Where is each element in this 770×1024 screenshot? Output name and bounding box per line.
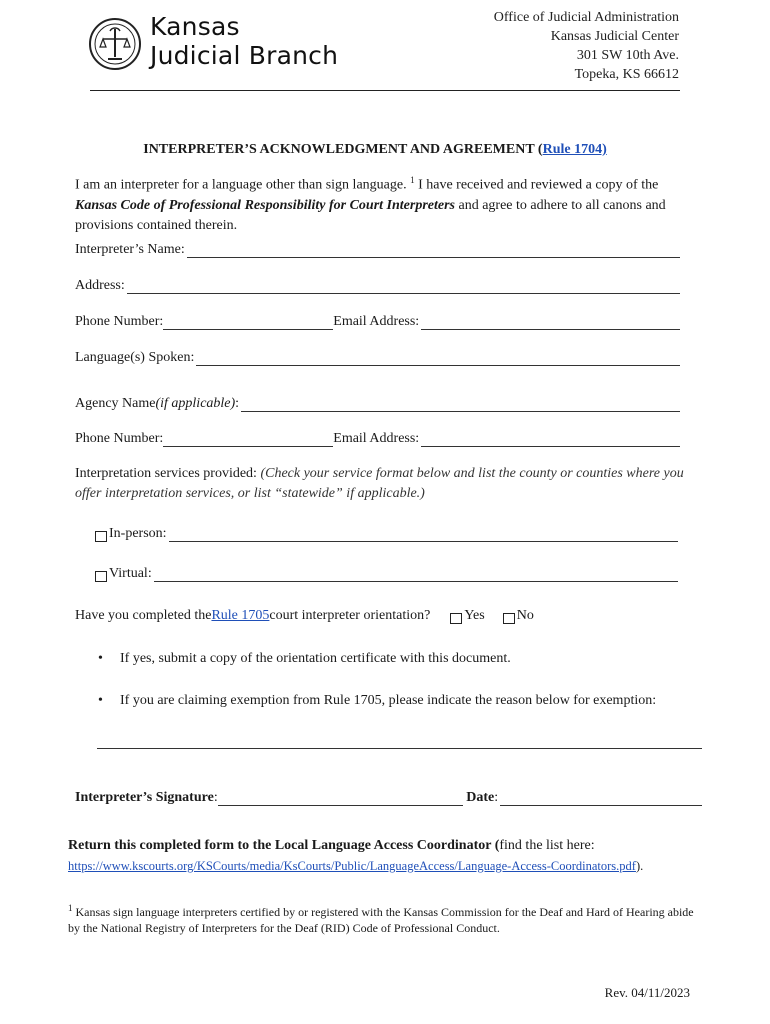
brand-name (150, 12, 338, 70)
email-label: Email Address: (333, 314, 420, 329)
interpreter-name-field[interactable] (187, 244, 680, 258)
intro-text-2: I have received and reviewed a copy of the (414, 177, 659, 193)
rule-1705-link[interactable]: Rule 1705 (211, 608, 270, 623)
signature-field[interactable] (218, 792, 463, 806)
in-person-field[interactable] (169, 528, 678, 542)
interpreter-name-row (75, 242, 680, 258)
bullet-item-2 (98, 693, 656, 709)
form-title (0, 142, 750, 158)
footnote-ref: 1 (410, 175, 415, 185)
office-address (494, 8, 679, 84)
languages-label: Language(s) Spoken: (75, 350, 195, 365)
code-title: Kansas Code of Professional Responsibility for Court Interpreters (75, 197, 455, 213)
email-label: Email Address: (333, 431, 420, 446)
phone-email-row-1 (75, 314, 680, 330)
form-title-text: INTERPRETER’S ACKNOWLEDGMENT AND AGREEMENT ( (143, 142, 543, 157)
bullet-icon: • (98, 693, 103, 708)
email-field[interactable] (421, 316, 680, 330)
agency-row (75, 396, 680, 412)
phone-label: Phone Number: (75, 431, 164, 446)
interpreter-name-label: Interpreter’s Name: (75, 242, 185, 257)
languages-row (75, 350, 680, 366)
agency-phone-field[interactable] (163, 433, 333, 447)
address-row (75, 278, 680, 294)
orientation-row (75, 608, 695, 624)
address-label: Address: (75, 278, 125, 293)
agency-field[interactable] (241, 398, 680, 412)
office-line: Kansas Judicial Center (550, 29, 679, 44)
orientation-question-1: Have you completed the (75, 608, 212, 623)
in-person-row (95, 526, 678, 542)
footnote-number: 1 (68, 903, 73, 913)
virtual-label: Virtual: (109, 566, 152, 581)
signature-row: Interpreter’s Signature : Date : (75, 790, 702, 806)
services-instructions: (Check your service format below and list the county or counties where you offer interpretation services, or list “statewide” if applicable.) (75, 466, 684, 501)
agency-label: Agency Name (75, 396, 156, 411)
brand-line-1: Kansas (150, 12, 240, 41)
rule-1704-link[interactable]: Rule 1704) (542, 142, 607, 157)
return-instructions (68, 836, 708, 877)
yes-checkbox[interactable] (450, 613, 462, 624)
yes-label: Yes (464, 608, 485, 623)
agency-note: (if applicable) (155, 396, 236, 411)
intro-text-3: and agree to adhere to all canons and provisions contained therein. (75, 197, 666, 233)
languages-field[interactable] (196, 352, 680, 366)
bullet-text-1: If yes, submit a copy of the orientation certificate with this document. (120, 651, 511, 666)
return-text: find the list here: (499, 838, 595, 853)
footnote (68, 900, 708, 936)
office-line: Office of Judicial Administration (493, 10, 679, 25)
kansas-judicial-seal-icon (88, 17, 142, 71)
bullet-icon: • (98, 651, 103, 666)
intro-text-1: I am an interpreter for a language other than sign language. (75, 177, 411, 193)
virtual-checkbox[interactable] (95, 571, 107, 582)
office-line: 301 SW 10th Ave. (576, 48, 679, 63)
phone-field[interactable] (163, 316, 333, 330)
return-bold-text: Return this completed form to the Local Language Access Coordinator ( (68, 838, 500, 853)
phone-label: Phone Number: (75, 314, 164, 329)
return-end: ). (635, 859, 644, 873)
address-field[interactable] (127, 280, 680, 294)
no-label: No (516, 608, 534, 623)
agency-colon: : (235, 396, 240, 411)
date-field[interactable] (500, 792, 702, 806)
bullet-item-1 (98, 651, 511, 667)
agency-email-field[interactable] (421, 433, 680, 447)
in-person-label: In-person: (109, 526, 167, 541)
intro-paragraph (75, 170, 690, 236)
revision-date: Rev. 04/11/2023 (604, 985, 690, 1000)
header-divider (90, 90, 680, 91)
in-person-checkbox[interactable] (95, 531, 107, 542)
footnote-text: Kansas sign language interpreters certified by or registered with the Kansas Commission for the Deaf and Hard of Hearing abide by the National Registry of Interpreters for the Deaf (RID) Code of Professional Conduct. (68, 905, 694, 935)
virtual-row (95, 566, 678, 582)
date-label: Date (466, 790, 495, 805)
services-label: Interpretation services provided: (75, 466, 261, 481)
exemption-reason-field[interactable] (97, 748, 702, 749)
office-line: Topeka, KS 66612 (574, 67, 679, 82)
phone-email-row-2 (75, 431, 680, 447)
coordinators-list-link[interactable]: https://www.kscourts.org/KSCourts/media/KsCourts/Public/LanguageAccess/Language-Access-Coordinators.pdf (68, 859, 636, 873)
no-checkbox[interactable] (503, 613, 515, 624)
bullet-text-2: If you are claiming exemption from Rule 1705, please indicate the reason below for exemption: (120, 693, 657, 708)
virtual-field[interactable] (154, 568, 678, 582)
orientation-question-2: court interpreter orientation? (269, 608, 431, 623)
signature-label: Interpreter’s Signature (75, 790, 214, 805)
services-note (75, 464, 685, 504)
brand-line-2: Judicial Branch (150, 41, 339, 70)
